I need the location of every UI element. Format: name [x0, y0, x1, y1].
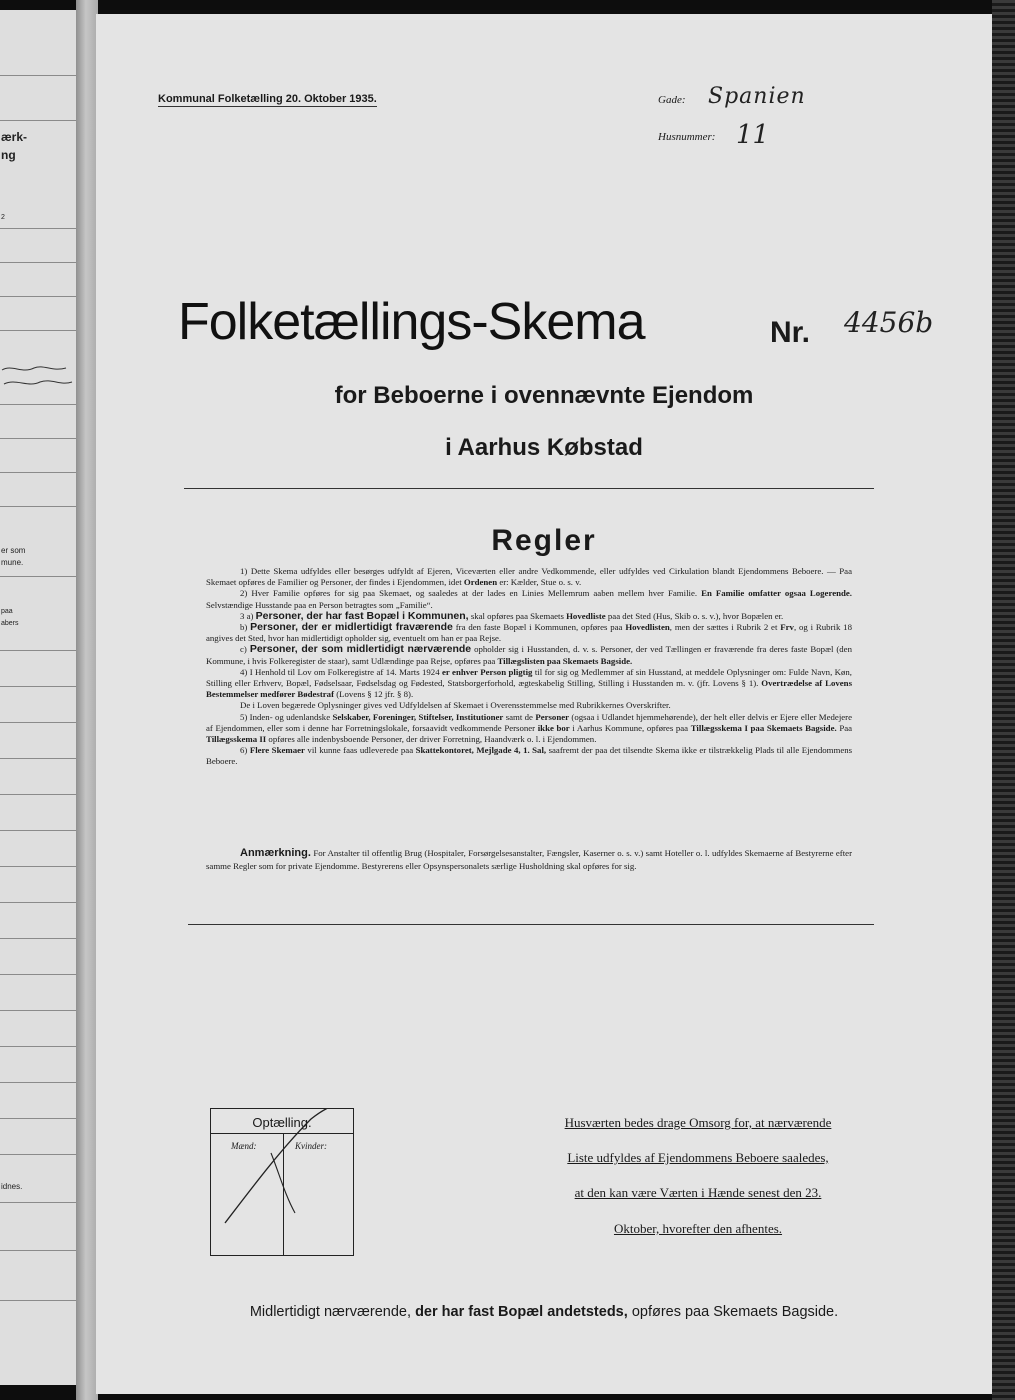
- rule-3b: b) Personer, der er midlertidigt fraværende fra den faste Bopæl i Kommunen, opføres paa Hovedlisten, men der sættes i Rubrik 2 et Frv, og i Rubrik 18 angives det Sted, hvor han midlertidigt opholder sig, eventuelt om han er paa Rejse.: [206, 621, 852, 644]
- street-label: Gade:: [658, 94, 686, 106]
- rule-3a: 3 a) Personer, der har fast Bopæl i Kommunen, skal opføres paa Skemaets Hovedliste paa det Sted (Hus, Skib o. s. v.), hvor Bopælen er.: [240, 609, 784, 622]
- handwriting-mark: [0, 360, 76, 400]
- rule-4b: De i Loven begærede Oplysninger gives ved Udfyldelsen af Skemaet i Overensstemmelse med Rubrikkernes Overskrifter.: [240, 700, 671, 711]
- house-number-value: 11: [736, 120, 770, 150]
- left-fragment-text: paa: [1, 608, 13, 615]
- count-box-title: Optælling.: [252, 1115, 312, 1130]
- form-subtitle: for Beboerne i ovennævnte Ejendom: [334, 382, 754, 409]
- notice-line-3: at den kan være Værten i Hænde senest den 23.: [574, 1185, 822, 1200]
- divider-line: [184, 488, 874, 489]
- form-title: Folketællings-Skema: [178, 293, 645, 351]
- count-box: [210, 1108, 354, 1256]
- form-number-value: 4456b: [844, 306, 934, 339]
- left-fragment-text: 2: [1, 214, 5, 221]
- book-spine: [76, 0, 98, 1400]
- left-fragment-text: ærk-: [1, 130, 28, 144]
- page-stack-edge: [992, 0, 1015, 1400]
- rules-section: [206, 566, 852, 768]
- divider-line: [188, 924, 874, 925]
- rule-6: 6) Flere Skemaer vil kunne faas udleverede paa Skattekontoret, Mejlgade 4, 1. Sal, saafremt der paa det tilsendte Skema ikke er tilstrækkelig Plads til alle Ejendommens Beboere.: [206, 745, 853, 767]
- rule-1: 1) Dette Skema udfyldes eller besørges udfyldt af Ejeren, Viceværten eller andre Vedkommende, eller udfyldes ved Cirkulation blandt Ejendommens Beboere. — Paa Skemaet opføres de Familier og Personer, der findes i Ejendommen, idet Ordenen er: Kælder, Stue o. s. v.: [206, 566, 852, 588]
- notice-line-1: Husværten bedes drage Omsorg for, at nærværende: [564, 1115, 832, 1130]
- rule-4: 4) I Henhold til Lov om Folkeregistre af 14. Marts 1924 er enhver Person pligtig til for sig og Medlemmer af sin Husstand, at meddele Oplysninger om: Fulde Navn, Køn, Stilling eller Erhverv, Bopæl, Fødselsaar, Fødselsdag og Fødested, Statsborgerforhold, ægteskabelig Stilling, Stilling i Husstanden m. v. (jfr. Lovens § 1). Overtrædelse af Lovens Bestemmelser medfører Bødestraf (Lovens § 12 jfr. § 8).: [206, 666, 853, 700]
- census-label: Kommunal Folketælling 20. Oktober 1935.: [158, 93, 377, 105]
- rule-3c: c) Personer, der som midlertidigt nærværende opholder sig i Husstanden, d. v. s. Personer, der ved Tællingen er fraværende fra deres faste Bopæl (den Kommune, i hvis Folkeregister de staar), samt Udlændinge paa Rejse, opføres paa Tillægslisten paa Skemaets Bagside.: [206, 643, 852, 666]
- remark-section: [206, 847, 852, 872]
- census-form-page: [96, 14, 992, 1394]
- rules-heading: Regler: [491, 524, 597, 557]
- street-value: Spanien: [708, 84, 806, 109]
- footer-note: Midlertidigt nærværende, der har fast Bopæl andetsteds, opføres paa Skemaets Bagside.: [249, 1304, 839, 1320]
- rule-5: 5) Inden- og udenlandske Selskaber, Foreninger, Stiftelser, Institutioner samt de Personer (ogsaa i Udlandet hjemmehørende), der helt eller delvis er Ejere eller Medejere af Ejendommen, eller som i denne har Forretningslokale, forsaavidt vedkommende Personer ikke bor i Aarhus Kommune, opføres paa Tillægsskema I paa Skemaets Bagside. Paa Tillægsskema II opføres alle indenbysboende Personer, der driver Forretning, Haandværk o. l. i Ejendommen.: [206, 711, 853, 745]
- form-number-label: Nr.: [770, 316, 811, 349]
- remark-text: For Anstalter til offentlig Brug (Hospitaler, Forsørgelsesanstalter, Fængsler, Kaserner o. s. v.) samt Hoteller o. l. udfyldes Skemaerne af Bestyrerne efter samme Regler som for private Ejendomme. Bestyrerens eller Opsynspersonalets særlige Husholdning skal opføres for sig.: [206, 848, 853, 871]
- men-count-label: Mænd:: [231, 1141, 257, 1151]
- left-fragment-text: abers: [1, 620, 19, 627]
- notice-line-2: Liste udfyldes af Ejendommens Beboere saaledes,: [567, 1150, 829, 1165]
- rule-2: 2) Hver Familie opføres for sig paa Skemaet, og saaledes at der lades en Linies Mellemrum aaben mellem hver Familie. En Familie omfatter ogsaa Logerende. Selvstændige Husstande paa en Person betragtes som „Familie“.: [206, 588, 852, 610]
- notice-line-4: Oktober, hvorefter den afhentes.: [613, 1221, 783, 1236]
- left-fragment-text: mune.: [1, 558, 24, 567]
- left-fragment-text: idnes.: [1, 1182, 23, 1191]
- pen-strike-mark: [211, 1109, 353, 1255]
- left-fragment-text: ng: [1, 148, 16, 162]
- form-municipality: i Aarhus Købstad: [445, 434, 643, 461]
- left-fragment-text: er som: [1, 546, 26, 555]
- house-number-label: Husnummer:: [658, 131, 716, 143]
- women-count-label: Kvinder:: [295, 1141, 327, 1151]
- left-page-fragment: [0, 10, 78, 1385]
- remark-label: Anmærkning.: [240, 847, 311, 859]
